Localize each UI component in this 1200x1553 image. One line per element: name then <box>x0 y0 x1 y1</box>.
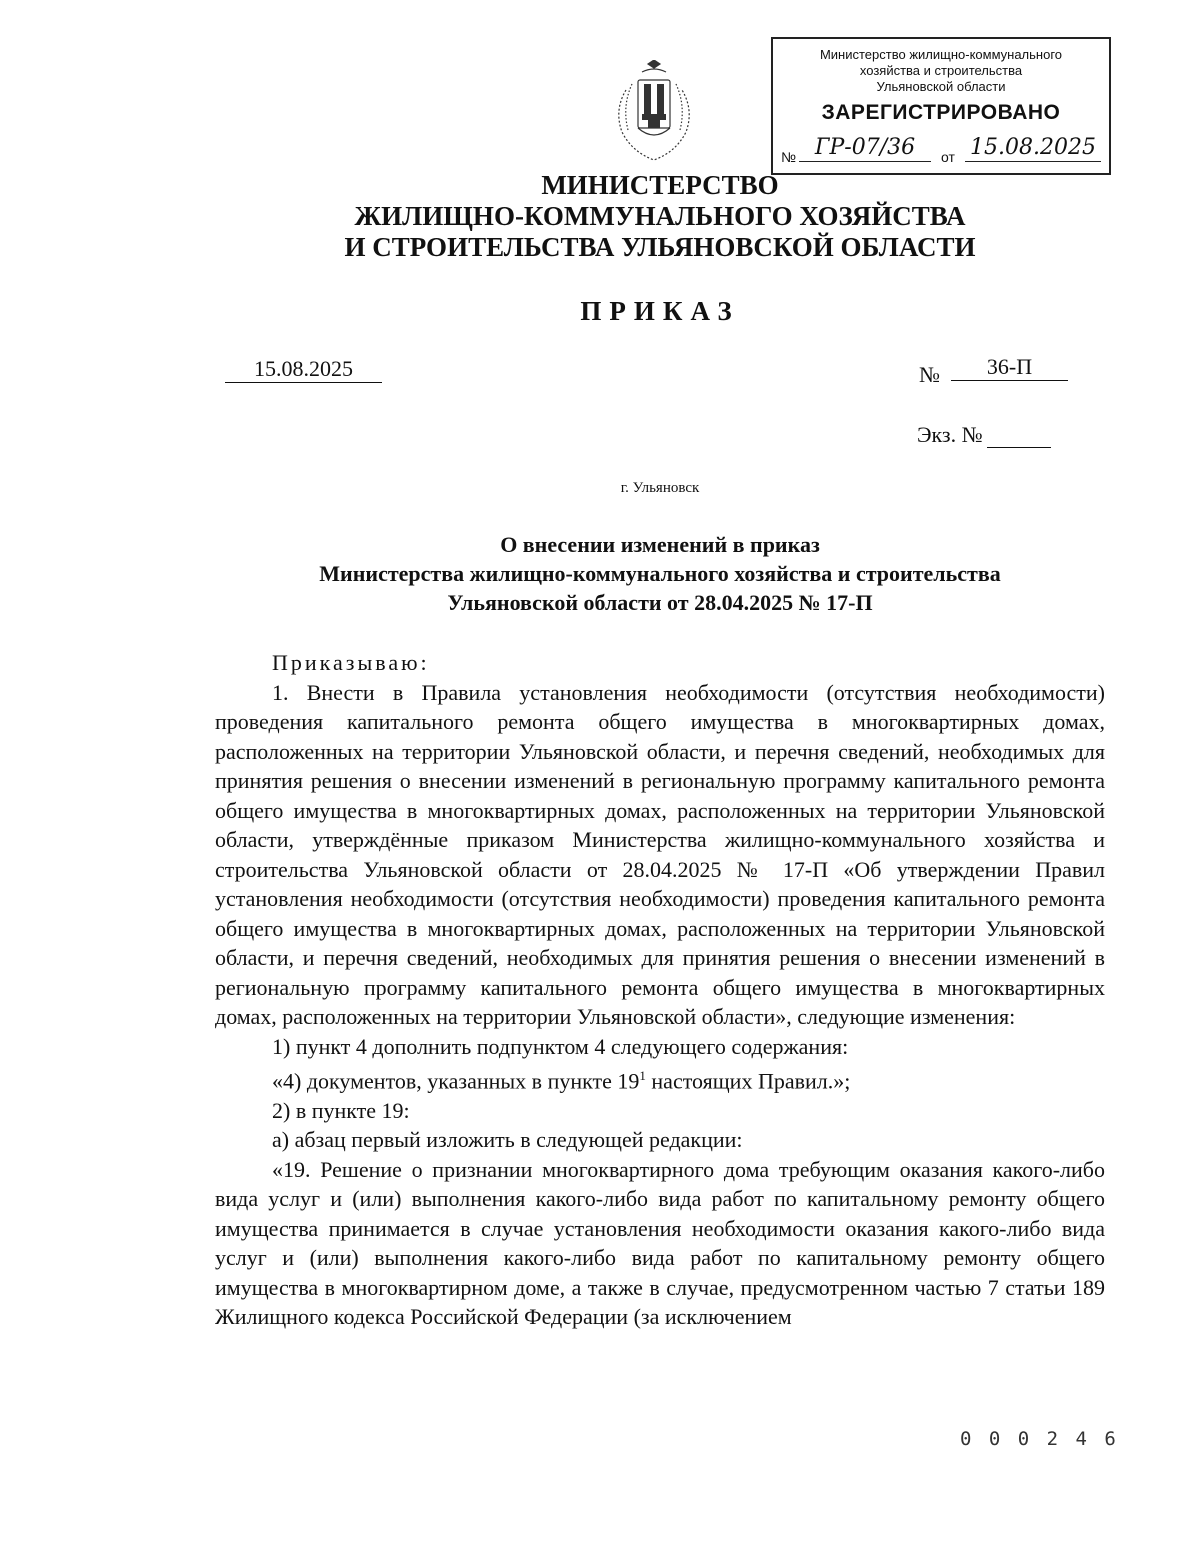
copy-number-label: Экз. № <box>917 422 983 447</box>
order-subject <box>0 530 1200 617</box>
paragraph: а) абзац первый изложить в следующей редакции: <box>272 1127 743 1153</box>
paragraph <box>215 1061 1105 1096</box>
stamp-org-line: хозяйства и строительства <box>859 63 1023 78</box>
stamp-organization <box>773 47 1109 95</box>
ministry-line: И СТРОИТЕЛЬСТВА УЛЬЯНОВСКОЙ ОБЛАСТИ <box>344 232 976 262</box>
ministry-line: ЖИЛИЩНО-КОММУНАЛЬНОГО ХОЗЯЙСТВА <box>354 201 966 231</box>
stamp-org-line: Ульяновской области <box>876 79 1006 94</box>
stamp-from-label: от <box>941 149 955 165</box>
page-mark: 0 0 0 2 4 6 <box>960 1428 1119 1450</box>
order-body <box>215 648 1105 1332</box>
superscript: 1 <box>639 1068 646 1083</box>
city: г. Ульяновск <box>620 480 700 496</box>
copy-number-field <box>917 422 1051 448</box>
subject-line: О внесении изменений в приказ <box>500 532 820 557</box>
paragraph: 1) пункт 4 дополнить подпунктом 4 следующего содержания: <box>272 1033 849 1059</box>
order-directive: Приказываю: <box>272 650 430 675</box>
stamp-no-label: № <box>781 149 797 165</box>
paragraph-text: настоящих Правил.»; <box>645 1068 851 1094</box>
paragraph: 1. Внести в Правила установления необходимости (отсутствия необходимости) проведения капитального ремонта общего имущества в многоквартирных домах, расположенных на территории Ульяновской области, и перечня сведений, необходимых для принятия решения о внесении изменений в региональную программу капитального ремонта общего имущества в многоквартирных домах, расположенных на территории Ульяновской области, утверждённые приказом Министерства жилищно-коммунального хозяйства и строительства Ульяновской области от 28.04.2025 № 17-П «Об утверждении Правил установления необходимости (отсутствия необходимости) проведения капитального ремонта общего имущества в многоквартирных домах, расположенных на территории Ульяновской области, и перечня сведений, необходимых для принятия решения о внесении изменений в региональную программу капитального ремонта общего имущества в многоквартирных домах, расположенных на территории Ульяновской области», следующие изменения: <box>215 679 1105 1029</box>
registration-stamp <box>771 37 1111 175</box>
ministry-header <box>0 170 1200 263</box>
ministry-line: МИНИСТЕРСТВО <box>541 170 779 200</box>
subject-line: Ульяновской области от 28.04.2025 № 17-П <box>447 590 873 615</box>
order-number-label: № <box>919 362 940 387</box>
paragraph-text: «4) документов, указанных в пункте 19 <box>272 1068 640 1094</box>
order-number: 36-П <box>951 354 1068 381</box>
subject-line: Министерства жилищно-коммунального хозяйства и строительства <box>319 561 1001 586</box>
stamp-number: ГР-07/36 <box>799 135 931 162</box>
stamp-org-line: Министерство жилищно-коммунального <box>819 47 1063 62</box>
coat-of-arms-icon <box>604 60 704 164</box>
order-date: 15.08.2025 <box>225 356 382 383</box>
stamp-registered-label: ЗАРЕГИСТРИРОВАНО <box>821 101 1061 124</box>
document-type-title: ПРИКАЗ <box>580 296 740 326</box>
copy-number-blank <box>987 427 1051 448</box>
paragraph: 2) в пункте 19: <box>272 1097 410 1123</box>
stamp-date: 15.08.2025 <box>965 135 1101 162</box>
paragraph: «19. Решение о признании многоквартирного дома требующим оказания какого-либо вида услуг и (или) выполнения какого-либо вида работ по капитальному ремонту общего имущества принимается в случае установления необходимости оказания какого-либо вида услуг и (или) выполнения какого-либо вида работ по капитальному ремонту общего имущества в многоквартирном доме, а также в случае, предусмотренном частью 7 статьи 189 Жилищного кодекса Российской Федерации (за исключением <box>215 1156 1105 1330</box>
stamp-number-row <box>781 135 1099 169</box>
